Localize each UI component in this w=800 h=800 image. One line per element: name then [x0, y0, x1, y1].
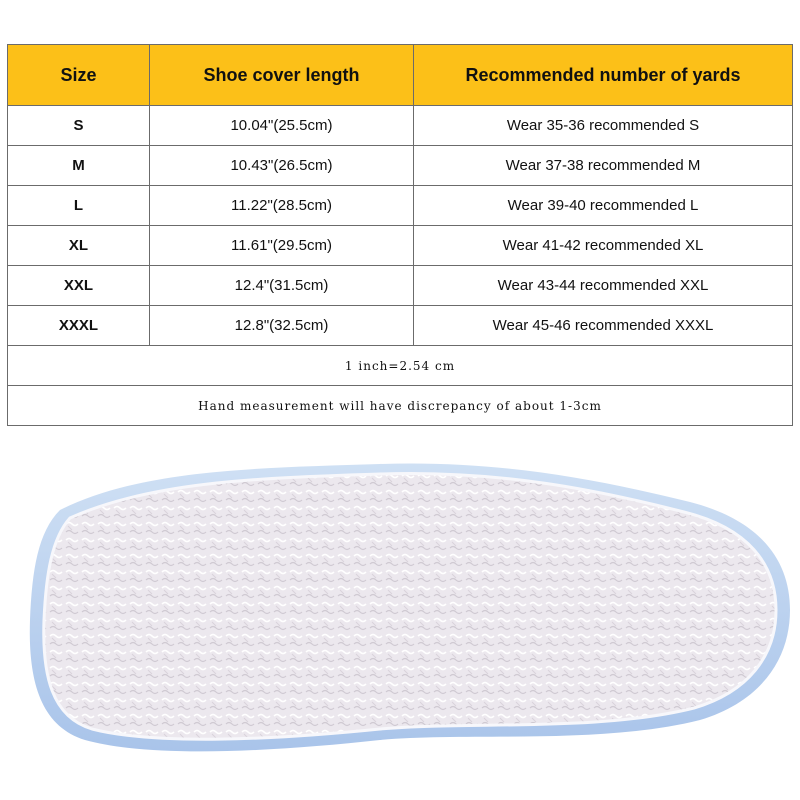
recommend-cell: Wear 37-38 recommended M: [414, 146, 793, 186]
table-row: [8, 146, 793, 186]
size-cell: S: [8, 106, 150, 146]
table-header-row: [8, 45, 793, 106]
recommend-cell: Wear 45-46 recommended XXXL: [414, 306, 793, 346]
length-cell: 10.43"(26.5cm): [150, 146, 414, 186]
size-cell: XXXL: [8, 306, 150, 346]
shoe-sole-illustration: [0, 440, 800, 800]
length-cell: 12.4"(31.5cm): [150, 266, 414, 306]
recommend-cell: Wear 41-42 recommended XL: [414, 226, 793, 266]
table-row: [8, 106, 793, 146]
table-row: [8, 186, 793, 226]
shoe-cover-sole-image: [0, 440, 800, 800]
length-cell: 10.04"(25.5cm): [150, 106, 414, 146]
length-cell: 11.61"(29.5cm): [150, 226, 414, 266]
recommend-cell: Wear 43-44 recommended XXL: [414, 266, 793, 306]
length-cell: 11.22"(28.5cm): [150, 186, 414, 226]
conversion-note: 1 inch=2.54 cm: [8, 346, 793, 386]
recommend-cell: Wear 35-36 recommended S: [414, 106, 793, 146]
length-cell: 12.8"(32.5cm): [150, 306, 414, 346]
discrepancy-note: Hand measurement will have discrepancy of about 1-3cm: [8, 386, 793, 426]
header-shoe-cover-length: Shoe cover length: [150, 45, 414, 106]
sole-tread-surface: [44, 473, 776, 739]
size-cell: XL: [8, 226, 150, 266]
table-row: [8, 306, 793, 346]
table-row: [8, 266, 793, 306]
header-recommended-yards: Recommended number of yards: [414, 45, 793, 106]
size-chart-table: [7, 44, 793, 426]
size-cell: L: [8, 186, 150, 226]
size-cell: XXL: [8, 266, 150, 306]
size-cell: M: [8, 146, 150, 186]
header-size: Size: [8, 45, 150, 106]
conversion-note-row: [8, 346, 793, 386]
discrepancy-note-row: [8, 386, 793, 426]
recommend-cell: Wear 39-40 recommended L: [414, 186, 793, 226]
table-row: [8, 226, 793, 266]
